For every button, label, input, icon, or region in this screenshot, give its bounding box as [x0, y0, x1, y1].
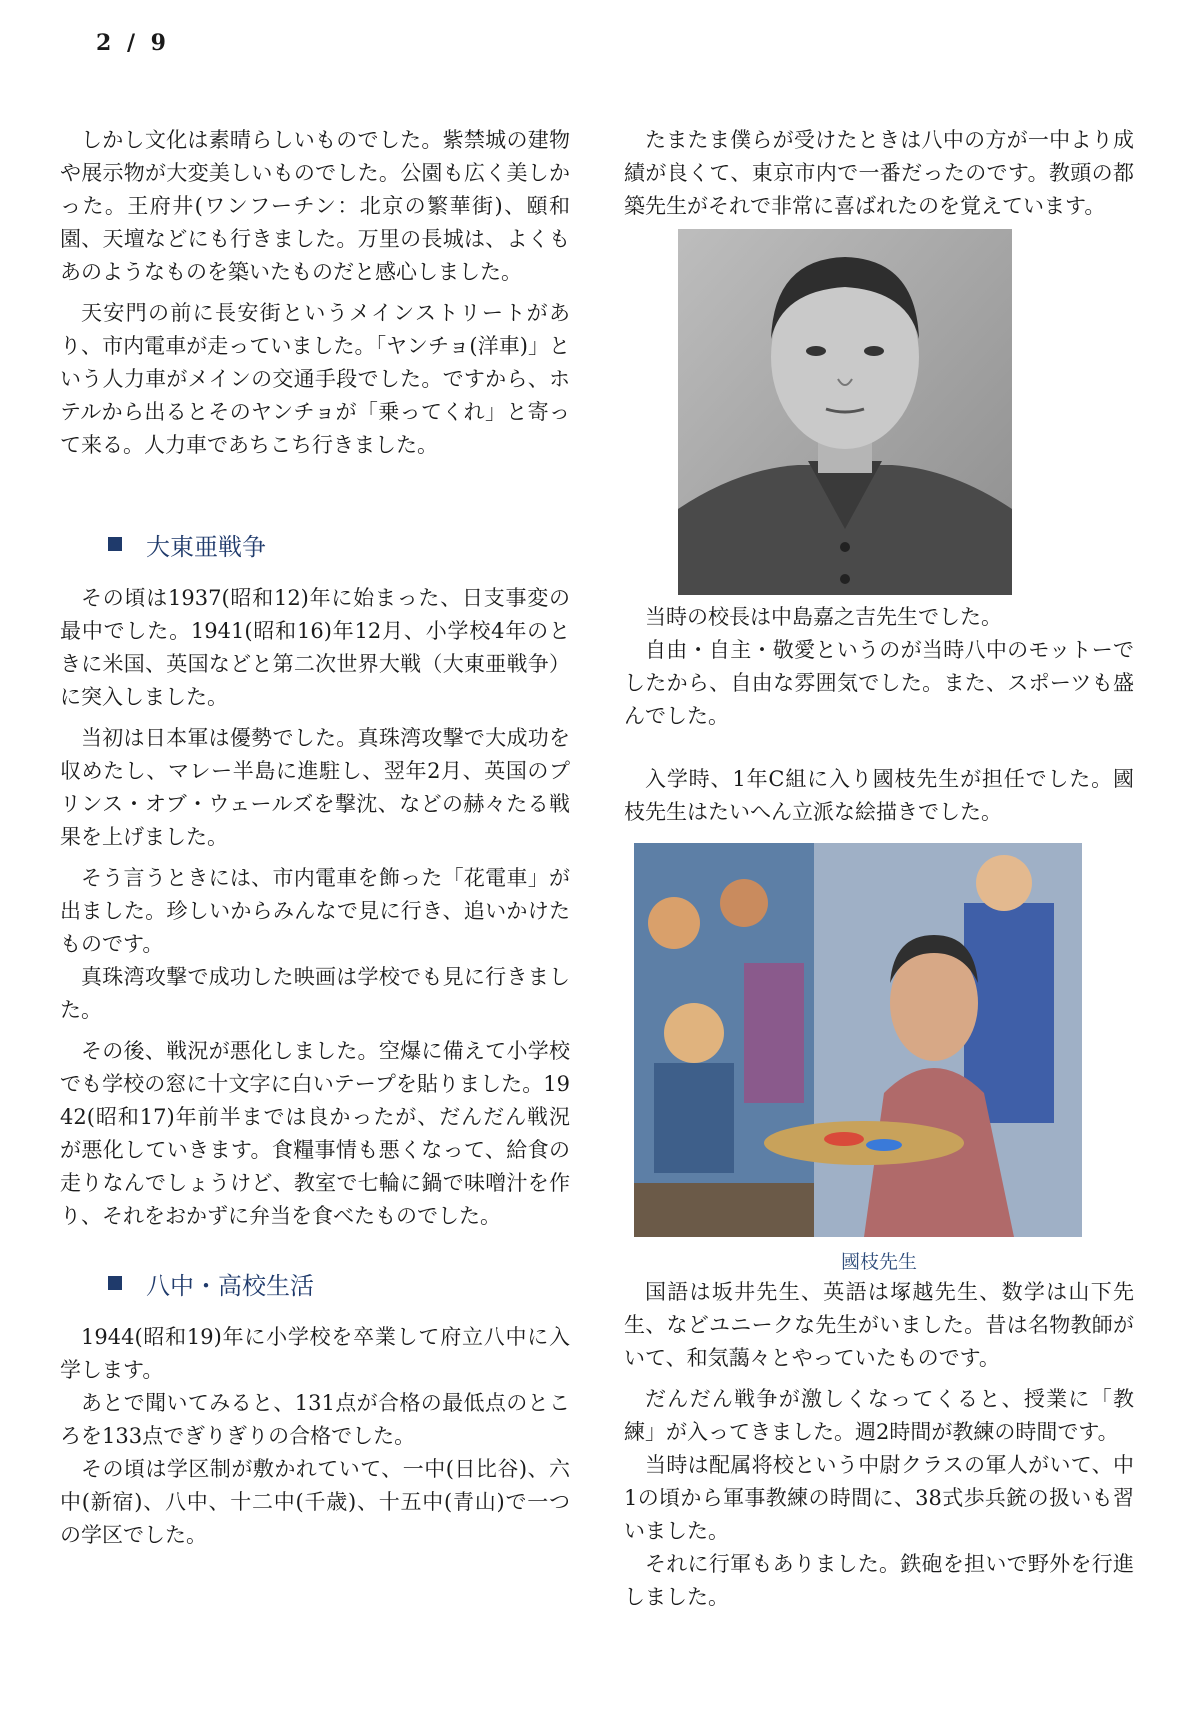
- section-heading-war: [108, 524, 570, 564]
- section-heading-school: [108, 1263, 570, 1303]
- paragraph: 入学時、1年C組に入り國枝先生が担任でした。國枝先生はたいへん立派な絵描きでした。: [624, 767, 1134, 824]
- paragraph: しかし文化は素晴らしいものでした。紫禁城の建物や展示物が大変美しいものでした。公園も広く美しかった。王府井(ワンフーチン：北京の繁華街)、頤和園、天壇などにも行きました。万里の長城は、よくもあのようなものを築いたものだと感心しました。: [60, 128, 570, 284]
- left-column: [60, 124, 570, 1560]
- section-heading-label: 大東亜戦争: [146, 532, 266, 561]
- paragraph: 自由・自主・敬愛というのが当時八中のモットーでしたから、自由な雰囲気でした。また、スポーツも盛んでした。: [624, 638, 1134, 728]
- square-bullet-icon: [108, 537, 122, 551]
- paragraph: 天安門の前に長安街というメインストリートがあり、市内電車が走っていました。「ヤンチョ(洋車)」という人力車がメインの交通手段でした。ですから、ホテルから出るとそのヤンチョが「乗ってくれ」と寄って来る。人力車であちこち行きました。: [60, 301, 570, 457]
- paragraph: 当初は日本軍は優勢でした。真珠湾攻撃で大成功を収めたし、マレー半島に進駐し、翌年2月、英国のプリンス・オブ・ウェールズを撃沈、などの赫々たる戦果を上げました。: [60, 726, 570, 849]
- paragraph: たまたま僕らが受けたときは八中の方が一中より成績が良くて、東京市内で一番だったのです。教頭の都築先生がそれで非常に喜ばれたのを覚えています。: [624, 128, 1134, 218]
- student-portrait-photo: [678, 229, 1012, 595]
- photo-caption: 國枝先生: [840, 1251, 917, 1273]
- square-bullet-icon: [108, 1276, 122, 1290]
- paragraph: 当時は配属将校という中尉クラスの軍人がいて、中1の頃から軍事教練の時間に、38式歩兵銃の扱いも習いました。: [624, 1453, 1134, 1543]
- section-heading-label: 八中・高校生活: [146, 1271, 314, 1300]
- paragraph: だんだん戦争が激しくなってくると、授業に「教練」が入ってきました。週2時間が教練の時間です。: [624, 1387, 1134, 1444]
- paragraph: そう言うときには、市内電車を飾った「花電車」が出ました。珍しいからみんなで見に行き、追いかけたものです。: [60, 866, 570, 956]
- paragraph: それに行軍もありました。鉄砲を担いで野外を行進しました。: [624, 1552, 1134, 1609]
- paragraph: 真珠湾攻撃で成功した映画は学校でも見に行きました。: [60, 965, 570, 1022]
- paragraph: その頃は学区制が敷かれていて、一中(日比谷)、六中(新宿)、八中、十二中(千歳)、十五中(青山)で一つの学区でした。: [60, 1457, 570, 1547]
- paragraph: あとで聞いてみると、131点が合格の最低点のところを133点でぎりぎりの合格でした。: [60, 1391, 570, 1448]
- paragraph: 国語は坂井先生、英語は塚越先生、数学は山下先生、などユニークな先生がいました。昔は名物教師がいて、和気藹々とやっていたものです。: [624, 1280, 1134, 1370]
- paragraph: その頃は1937(昭和12)年に始まった、日支事変の最中でした。1941(昭和16)年12月、小学校4年のときに米国、英国などと第二次世界大戦（大東亜戦争）に突入しました。: [60, 586, 570, 709]
- painter-teacher-photo: [634, 843, 1082, 1237]
- paragraph: その後、戦況が悪化しました。空爆に備えて小学校でも学校の窓に十文字に白いテープを貼りました。1942(昭和17)年前半までは良かったが、だんだん戦況が悪化していきます。食糧事情も悪くなって、給食の走りなんでしょうけど、教室で七輪に鍋で味噌汁を作り、それをおかずに弁当を食べたものでした。: [60, 1039, 570, 1228]
- paragraph: 当時の校長は中島嘉之吉先生でした。: [645, 605, 1002, 629]
- page-number: 2 / 9: [96, 30, 170, 56]
- right-column: [624, 124, 1134, 1622]
- paragraph: 1944(昭和19)年に小学校を卒業して府立八中に入学します。: [60, 1325, 570, 1382]
